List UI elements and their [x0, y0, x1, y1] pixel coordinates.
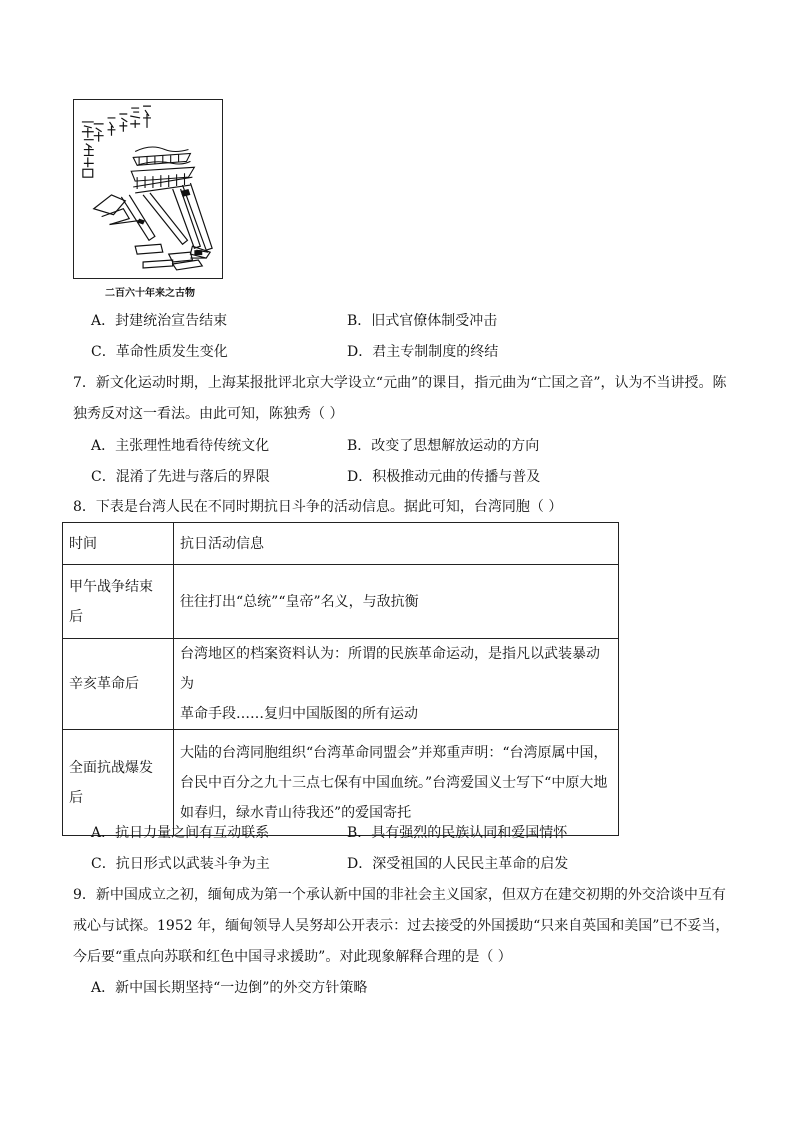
table-cell-info: [174, 565, 619, 639]
table-header-row: [63, 523, 619, 565]
q7-option-c: C．混淆了先进与落后的界限: [91, 469, 270, 485]
q7-stem-line1: 7．新文化运动时期，上海某报批评北京大学设立“元曲”的课目，指元曲为“亡国之音”，认为不当讲授。陈: [73, 375, 727, 391]
ruined-pavilion-sketch: [74, 100, 222, 278]
info-line: 台民中百分之九十三点七保有中国血统。”台湾爱国义士写下“中原大地: [180, 774, 608, 791]
period-line: 辛亥革命后: [69, 676, 139, 692]
table-row: [63, 730, 619, 836]
q8-option-b: B．具有强烈的民族认同和爱国情怀: [347, 825, 568, 841]
period-line: 后: [69, 608, 83, 625]
q8-info-table: [62, 522, 619, 836]
table-cell-period: [63, 730, 174, 836]
info-line: 大陆的台湾同胞组织“台湾革命同盟会”并郑重声明：“台湾原属中国，: [180, 744, 608, 761]
q7-option-a: A．主张理性地看待传统文化: [91, 438, 270, 454]
info-line: 如春归，绿水青山待我还”的爱国寄托: [180, 804, 412, 821]
info-line: 革命手段……复归中国版图的所有运动: [180, 706, 418, 722]
table-header-period: 时间: [63, 523, 174, 565]
table-cell-info: [174, 639, 619, 730]
q6-option-c: C．革命性质发生变化: [91, 344, 228, 360]
period-line: 甲午战争结束: [69, 578, 153, 595]
q8-option-d: D．深受祖国的人民民主革命的启发: [347, 856, 569, 872]
table-cell-info: [174, 730, 619, 836]
info-line: 往往打出“总统”“皇帝”名义，与敌抗衡: [180, 593, 419, 610]
q7-option-d: D．积极推动元曲的传播与普及: [347, 469, 541, 485]
table-row: [63, 639, 619, 730]
table-cell-period: [63, 565, 174, 639]
q6-option-d: D．君主专制制度的终结: [347, 344, 499, 360]
info-line: 台湾地区的档案资料认为：所谓的民族革命运动，是指凡以武装暴动为: [180, 646, 600, 692]
q9-option-a: A．新中国长期坚持“一边倒”的外交方针策略: [91, 980, 368, 996]
period-line: 全面抗战爆发: [69, 759, 153, 776]
q9-stem-line1: 9．新中国成立之初，缅甸成为第一个承认新中国的非社会主义国家，但双方在建交初期的外交洽谈中互有: [73, 887, 726, 903]
q8-stem: 8．下表是台湾人民在不同时期抗日斗争的活动信息。据此可知，台湾同胞（ ）: [73, 499, 563, 515]
q8-option-a: A．抗日力量之间有互动联系: [91, 825, 270, 841]
table-row: [63, 565, 619, 639]
q9-stem-line2: 戒心与试探。1952 年，缅甸领导人吴努却公开表示：过去接受的外国援助“只来自英国和美国”已不妥当，: [73, 918, 730, 934]
q6-option-b: B．旧式官僚体制受冲击: [347, 313, 498, 329]
table-cell-period: [63, 639, 174, 730]
table-header-info: 抗日活动信息: [174, 523, 619, 565]
q9-stem-line3: 今后要“重点向苏联和红色中国寻求援助”。对此现象解释合理的是（ ）: [73, 949, 512, 965]
cartoon-figure: [73, 99, 223, 279]
q7-option-b: B．改变了思想解放运动的方向: [347, 438, 540, 454]
period-line: 后: [69, 789, 83, 806]
figure-caption: 二百六十年来之古物: [105, 288, 195, 299]
q7-stem-line2: 独秀反对这一看法。由此可知，陈独秀（ ）: [73, 406, 344, 422]
q6-option-a: A．封建统治宣告结束: [91, 313, 228, 329]
q8-option-c: C．抗日形式以武装斗争为主: [91, 856, 270, 872]
